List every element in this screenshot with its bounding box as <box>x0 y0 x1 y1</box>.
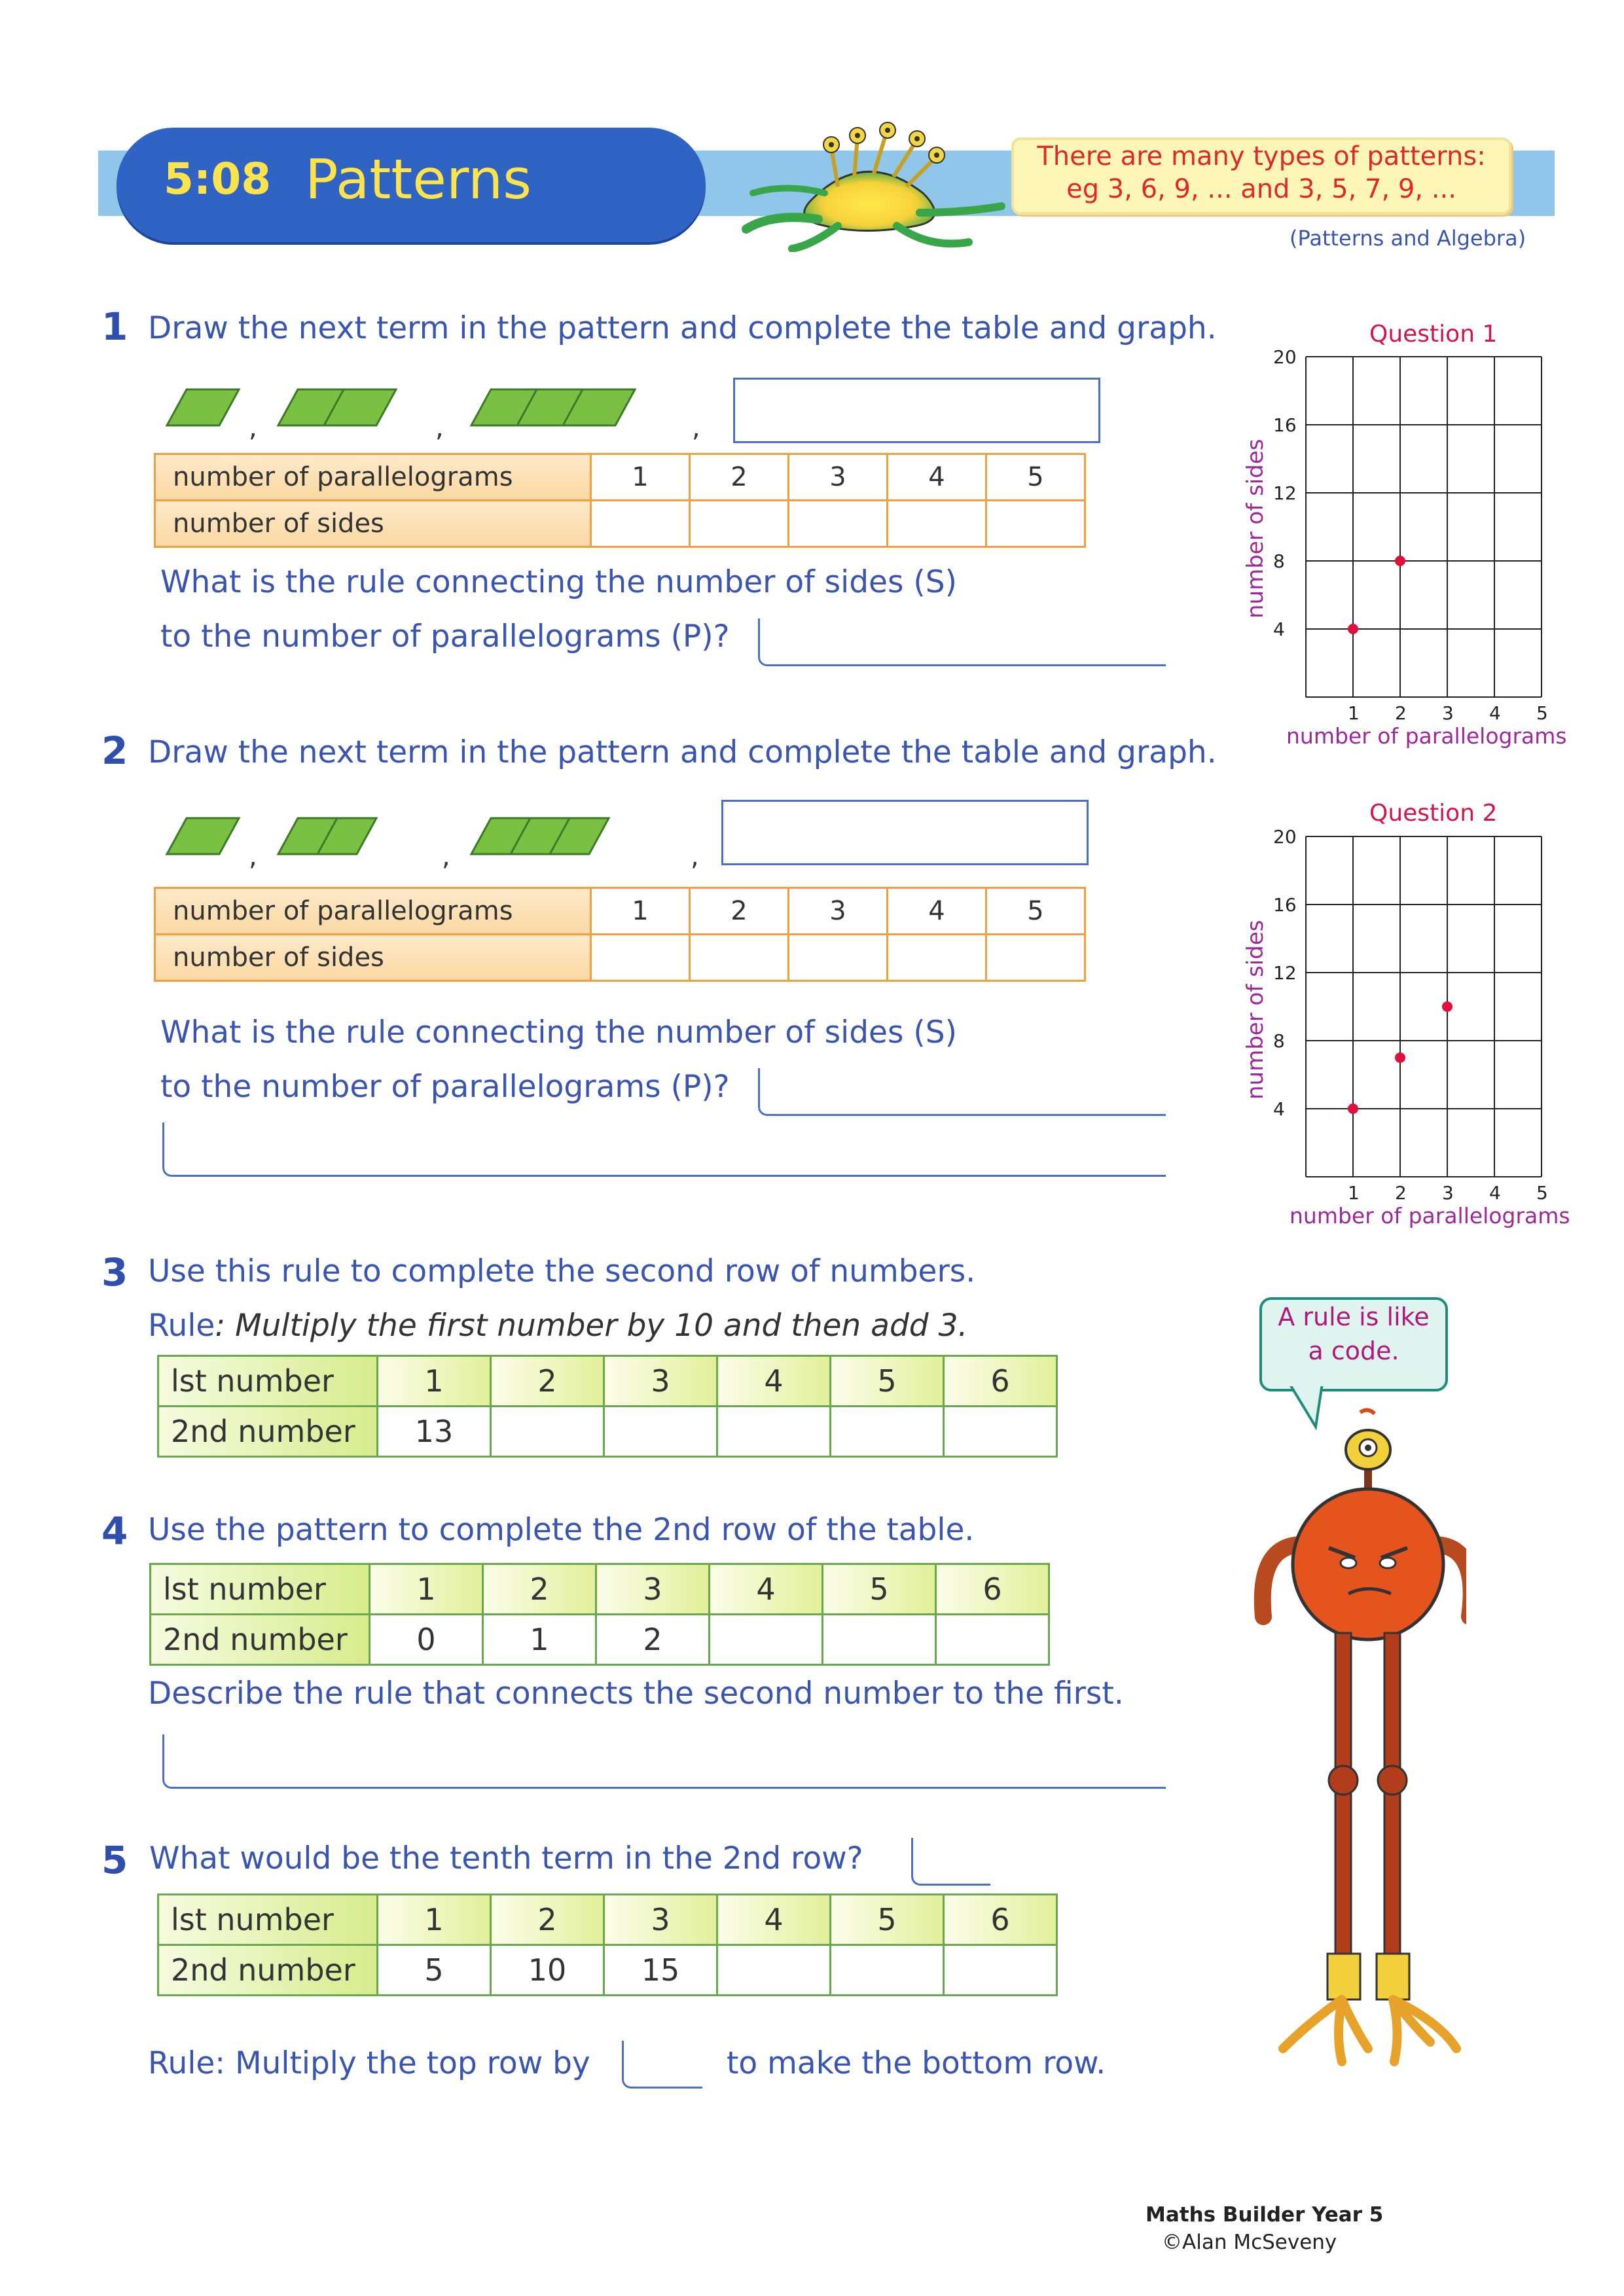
q2-rule-line-2: to the number of parallelograms (P)? <box>160 1069 730 1105</box>
q4-top-cell: 6 <box>936 1564 1049 1615</box>
q2-rule-answer[interactable] <box>758 1068 1166 1116</box>
q2-row1-label: number of parallelograms <box>155 888 591 935</box>
q3-number: 3 <box>101 1250 128 1295</box>
q2-answer-cell[interactable] <box>888 935 986 981</box>
q2-answer-cell[interactable] <box>591 935 690 981</box>
q4-row1-label: lst number <box>151 1564 370 1615</box>
q4-top-cell: 1 <box>370 1564 483 1615</box>
q2-cell: 2 <box>690 888 789 935</box>
graph2-xlabel: number of parallelograms <box>1290 1203 1570 1229</box>
q4-row2-label: 2nd number <box>151 1615 370 1665</box>
q4-top-cell: 2 <box>483 1564 596 1615</box>
q5-tenth-term-answer[interactable] <box>911 1838 990 1886</box>
q2-next-term-box[interactable] <box>721 800 1089 865</box>
y-tick-label: 12 <box>1273 482 1297 504</box>
svg-text:,: , <box>692 413 700 442</box>
x-tick-label: 4 <box>1489 1182 1501 1203</box>
q4-number: 4 <box>101 1509 128 1553</box>
graph1-title: Question 1 <box>1369 321 1498 348</box>
y-tick-label: 4 <box>1273 1098 1285 1120</box>
info-note-line-2: eg 3, 6, 9, ... and 3, 5, 7, 9, ... <box>1066 174 1456 204</box>
q1-next-term-box[interactable] <box>733 378 1100 443</box>
q1-answer-cell[interactable] <box>789 501 888 547</box>
creature-illustration <box>733 121 1008 252</box>
q4-bottom-cell: 0 <box>370 1615 483 1665</box>
x-tick-label: 5 <box>1536 1182 1548 1203</box>
q5-rule-b: to make the bottom row. <box>727 2045 1106 2081</box>
q1-cell: 1 <box>591 454 690 501</box>
q3-rule-body: : Multiply the first number by 10 and then add 3. <box>215 1308 968 1344</box>
q5-top-cell: 1 <box>378 1895 491 1945</box>
speech-bubble-line-1: A rule is like <box>1278 1302 1430 1331</box>
data-point <box>1442 1001 1453 1012</box>
q3-rule-prefix: Rule <box>148 1308 215 1344</box>
q1-number: 1 <box>101 304 128 349</box>
data-point <box>1348 624 1358 634</box>
y-tick-label: 20 <box>1273 826 1297 848</box>
q5-instruction: What would be the tenth term in the 2nd row? <box>149 1840 863 1876</box>
q4-answer-cell[interactable] <box>823 1615 936 1665</box>
q4-bottom-cell: 1 <box>483 1615 596 1665</box>
q4-describe: Describe the rule that connects the second number to the first. <box>148 1676 1124 1712</box>
q3-top-cell: 4 <box>717 1356 831 1407</box>
q2-number: 2 <box>101 728 128 773</box>
q1-cell: 2 <box>690 454 789 501</box>
data-point <box>1395 1052 1405 1063</box>
q3-answer-cell[interactable] <box>604 1407 717 1457</box>
q1-answer-cell[interactable] <box>986 501 1085 547</box>
q3-answer-cell[interactable] <box>491 1407 604 1457</box>
q5-row1-label: lst number <box>158 1895 378 1945</box>
q3-answer-cell[interactable] <box>717 1407 831 1457</box>
strand-label: (Patterns and Algebra) <box>1290 226 1526 251</box>
q5-bottom-cell: 5 <box>378 1945 491 1996</box>
q4-answer-cell[interactable] <box>936 1615 1049 1665</box>
q3-instruction: Use this rule to complete the second row of numbers. <box>148 1253 976 1289</box>
q4-top-cell: 3 <box>596 1564 710 1615</box>
q1-answer-cell[interactable] <box>690 501 789 547</box>
q3-answer-cell[interactable] <box>831 1407 944 1457</box>
x-tick-label: 4 <box>1489 702 1501 723</box>
q3-rule <box>148 1308 967 1344</box>
q5-top-cell: 3 <box>604 1895 717 1945</box>
robot-character-illustration <box>1244 1394 1466 2075</box>
speech-bubble <box>1259 1297 1448 1391</box>
x-tick-label: 1 <box>1348 702 1360 723</box>
q4-top-cell: 4 <box>710 1564 823 1615</box>
q4-describe-answer[interactable] <box>162 1734 1166 1789</box>
q3-table <box>157 1355 1058 1458</box>
y-tick-label: 20 <box>1273 346 1297 368</box>
q4-table <box>149 1563 1050 1666</box>
q5-top-cell: 2 <box>491 1895 604 1945</box>
q1-rule-line-2: to the number of parallelograms (P)? <box>160 619 730 655</box>
q2-rule-line-1: What is the rule connecting the number of sides (S) <box>160 1014 957 1050</box>
svg-text:,: , <box>249 413 257 442</box>
q4-answer-cell[interactable] <box>710 1615 823 1665</box>
q3-top-cell: 1 <box>378 1356 491 1407</box>
x-tick-label: 3 <box>1442 1182 1454 1203</box>
y-tick-label: 4 <box>1273 619 1285 640</box>
footer-book-title: Maths Builder Year 5 <box>1146 2203 1384 2227</box>
q3-top-cell: 6 <box>944 1356 1057 1407</box>
q1-table <box>154 453 1086 548</box>
q3-row2-label: 2nd number <box>158 1407 378 1457</box>
footer-copyright: ©Alan McSeveny <box>1162 2231 1337 2254</box>
x-tick-label: 1 <box>1348 1182 1360 1203</box>
q3-top-cell: 5 <box>831 1356 944 1407</box>
graph2-title: Question 2 <box>1369 800 1498 827</box>
q5-answer-cell[interactable] <box>831 1945 944 1996</box>
q2-rule-answer-line-2[interactable] <box>162 1122 1166 1177</box>
q5-number: 5 <box>101 1838 128 1882</box>
svg-text:,: , <box>442 842 450 870</box>
section-number: 5:08 <box>164 154 272 204</box>
q5-top-cell: 4 <box>717 1895 831 1945</box>
x-tick-label: 2 <box>1395 702 1407 723</box>
q2-table <box>154 887 1086 982</box>
svg-text:,: , <box>691 842 699 870</box>
q1-cell: 5 <box>986 454 1085 501</box>
q2-answer-cell[interactable] <box>789 935 888 981</box>
q2-pattern <box>147 812 736 870</box>
q4-bottom-cell: 2 <box>596 1615 710 1665</box>
q5-answer-cell[interactable] <box>944 1945 1057 1996</box>
q2-cell: 1 <box>591 888 690 935</box>
q5-top-cell: 6 <box>944 1895 1057 1945</box>
graph2 <box>1263 823 1551 1203</box>
graph1-ylabel: number of sides <box>1242 439 1269 619</box>
q5-bottom-cell: 15 <box>604 1945 717 1996</box>
info-note-line-1: There are many types of patterns: <box>1037 141 1486 171</box>
info-note <box>1011 137 1511 215</box>
q1-rule-line-1: What is the rule connecting the number of sides (S) <box>160 564 957 600</box>
graph2-ylabel: number of sides <box>1242 920 1269 1100</box>
page-title: Patterns <box>305 147 532 211</box>
q1-instruction: Draw the next term in the pattern and complete the table and graph. <box>148 310 1217 346</box>
q5-table <box>157 1893 1058 1996</box>
q3-top-cell: 3 <box>604 1356 717 1407</box>
x-tick-label: 2 <box>1395 1182 1407 1203</box>
q2-answer-cell[interactable] <box>690 935 789 981</box>
q5-row2-label: 2nd number <box>158 1945 378 1996</box>
q1-answer-cell[interactable] <box>888 501 986 547</box>
svg-text:,: , <box>435 413 444 442</box>
speech-bubble-line-2: a code. <box>1308 1336 1399 1365</box>
q5-rule-a: Rule: Multiply the top row by <box>148 2045 590 2081</box>
q5-multiplier-answer[interactable] <box>622 2041 702 2089</box>
y-tick-label: 16 <box>1273 414 1297 436</box>
q2-instruction: Draw the next term in the pattern and complete the table and graph. <box>148 734 1217 770</box>
q5-bottom-cell: 10 <box>491 1945 604 1996</box>
q3-row1-label: lst number <box>158 1356 378 1407</box>
q2-cell: 5 <box>986 888 1085 935</box>
y-tick-label: 12 <box>1273 962 1297 984</box>
q1-pattern <box>147 383 736 442</box>
y-tick-label: 16 <box>1273 894 1297 916</box>
data-point <box>1348 1103 1358 1114</box>
q2-row2-label: number of sides <box>155 935 591 981</box>
q4-instruction: Use the pattern to complete the 2nd row of the table. <box>148 1512 975 1548</box>
q1-row2-label: number of sides <box>155 501 591 547</box>
graph1-xlabel: number of parallelograms <box>1286 723 1567 749</box>
q1-cell: 4 <box>888 454 986 501</box>
graph1 <box>1263 344 1551 723</box>
q1-rule-answer[interactable] <box>758 619 1166 666</box>
data-point <box>1395 556 1405 566</box>
q3-bottom-cell: 13 <box>378 1407 491 1457</box>
y-tick-label: 8 <box>1273 1030 1285 1052</box>
svg-text:,: , <box>249 842 257 870</box>
q3-answer-cell[interactable] <box>944 1407 1057 1457</box>
y-tick-label: 8 <box>1273 550 1285 572</box>
q5-answer-cell[interactable] <box>717 1945 831 1996</box>
q4-top-cell: 5 <box>823 1564 936 1615</box>
q2-cell: 4 <box>888 888 986 935</box>
q1-row1-label: number of parallelograms <box>155 454 591 501</box>
x-tick-label: 5 <box>1536 702 1548 723</box>
q3-top-cell: 2 <box>491 1356 604 1407</box>
q1-cell: 3 <box>789 454 888 501</box>
q5-top-cell: 5 <box>831 1895 944 1945</box>
x-tick-label: 3 <box>1442 702 1454 723</box>
q2-cell: 3 <box>789 888 888 935</box>
q2-answer-cell[interactable] <box>986 935 1085 981</box>
q1-answer-cell[interactable] <box>591 501 690 547</box>
